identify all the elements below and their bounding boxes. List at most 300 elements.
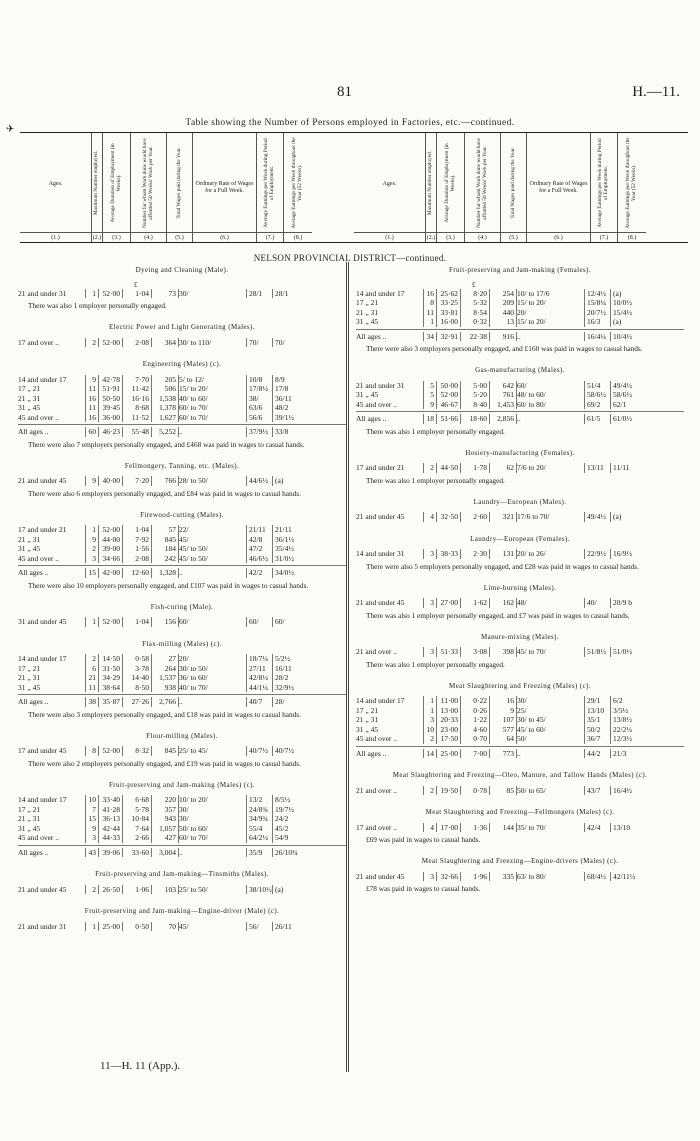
cell: 25·00 — [437, 749, 461, 759]
cell: 2 — [86, 654, 99, 664]
cell: 0·58 — [123, 654, 152, 664]
table-row — [18, 833, 346, 843]
table-row — [356, 715, 684, 725]
cell: 56/ — [247, 922, 273, 932]
cell: 21 and under 45 — [356, 512, 424, 522]
cell: 1·04 — [123, 617, 152, 627]
cell: 642 — [490, 381, 517, 391]
total-row — [356, 411, 684, 424]
section-title: Dyeing and Cleaning (Male). — [135, 266, 229, 274]
section-title: Firewood-cutting (Males). — [140, 510, 224, 519]
industry-section — [18, 360, 346, 449]
cell: 26·50 — [99, 885, 123, 895]
cell: 14·40 — [123, 673, 152, 683]
header-number: (3.) — [103, 232, 130, 241]
cell: 16/4½ — [613, 785, 632, 795]
cell: 264 — [152, 664, 179, 674]
cell: 28/ — [275, 697, 285, 706]
cell: 30/ — [517, 696, 585, 706]
section-title: Meat Slaughtering and Freezing—Fellmongers (Males) (c). — [425, 808, 615, 816]
industry-section — [18, 462, 346, 498]
cell: 10/ to 20/ — [179, 795, 247, 805]
cell: 1,453 — [490, 400, 517, 410]
cell: 321 — [490, 512, 517, 522]
cell: 1,057 — [152, 824, 179, 834]
header-number: (4.) — [131, 232, 166, 241]
cell: 14 and under 17 — [18, 654, 86, 664]
document-reference: H.—11. — [632, 84, 680, 100]
cell: 17 „ 21 — [18, 384, 86, 394]
cell: 943 — [152, 814, 179, 824]
cell: 52·00 — [99, 746, 123, 756]
section-title: Fruit-preserving and Jam-making (Females). — [449, 266, 591, 274]
cell: 9 — [424, 400, 437, 410]
cell: 8·20 — [461, 289, 490, 299]
cell: 6 — [86, 664, 99, 674]
cell: 17 and over .. — [18, 338, 86, 348]
header-col-3 — [437, 133, 465, 242]
cell: 1 — [424, 706, 437, 716]
cell: 25·00 — [99, 922, 123, 932]
page-number: 81 — [337, 84, 352, 100]
cell: 7·20 — [123, 476, 152, 486]
currency-unit: £ — [134, 280, 138, 289]
cell: 17/8½ — [247, 384, 273, 394]
cell: 52·00 — [437, 390, 461, 400]
cell: 32/9½ — [275, 682, 294, 692]
cell: 39·06 — [99, 848, 123, 858]
cell: (a) — [613, 512, 622, 521]
cell: 8·54 — [461, 308, 490, 318]
cell: 13/10 — [585, 706, 611, 716]
cell: 44/2 — [585, 749, 611, 759]
cell: 1,537 — [152, 673, 179, 683]
section-title: Fish-curing (Male). — [150, 602, 214, 611]
cell: 33·60 — [123, 848, 152, 858]
cell: 19/7½ — [275, 804, 294, 814]
cell: 27·00 — [437, 598, 461, 608]
cell: 16·16 — [123, 394, 152, 404]
cell: 31 „ 45 — [18, 683, 86, 693]
cell: 3/5½ — [613, 705, 629, 715]
cell: 58/6½ — [585, 390, 611, 400]
cell: 20/7½ — [585, 308, 611, 318]
header-number: (6.) — [527, 232, 590, 241]
cell: .. — [517, 414, 585, 424]
section-note: There was also 1 employer personally engaged, and £7 was paid in wages to casual hands. — [366, 610, 630, 620]
header-label: Average Duration of Employment (in Weeks). — [109, 143, 122, 223]
cell: 16 — [490, 696, 517, 706]
cell: 42·44 — [99, 824, 123, 834]
cell: 36/7 — [585, 734, 611, 744]
cell: 3·08 — [461, 647, 490, 657]
cell: 40/ — [585, 598, 611, 608]
cell: 0·78 — [461, 786, 490, 796]
cell: 36/11 — [275, 393, 292, 403]
header-left — [20, 133, 354, 242]
cell: 40·00 — [99, 476, 123, 486]
table-row — [18, 554, 346, 564]
cell: 62 — [490, 463, 517, 473]
cell: 28/1 — [247, 289, 273, 299]
cell: 17/6 to 70/ — [517, 512, 585, 522]
cell: 1 — [424, 317, 437, 327]
cell: 45/2 — [275, 823, 289, 833]
table-row — [18, 885, 346, 895]
cell: 50/ — [517, 734, 585, 744]
cell: 1·36 — [461, 823, 490, 833]
cell: 44·33 — [99, 833, 123, 843]
cell: 38/ — [247, 394, 273, 404]
cell: 60/ — [517, 381, 585, 391]
cell: 46/6½ — [247, 554, 273, 564]
header-number: (8.) — [618, 232, 646, 241]
cell: 17 „ 21 — [18, 664, 86, 674]
section-title: Gas-manufacturing (Males). — [475, 366, 565, 374]
industry-section — [356, 808, 684, 844]
cell: 55/4 — [247, 824, 273, 834]
cell: 21 and under 45 — [18, 476, 86, 486]
cell: 45 and over .. — [18, 554, 86, 564]
table-row — [18, 922, 346, 932]
header-label: Number for whom Work done would have afforded 50 Weeks' Work per Year. — [475, 138, 488, 229]
cell: 5·32 — [461, 298, 490, 308]
industry-section — [356, 498, 684, 522]
cell: 31 „ 45 — [18, 544, 86, 554]
table-row — [18, 544, 346, 554]
cell: 9 — [86, 535, 99, 545]
cell: 11/11 — [613, 463, 630, 472]
section-title: Hosiery-manufacturing (Females). — [465, 448, 575, 457]
cell: 15/ to 20/ — [179, 384, 247, 394]
cell: 20/ — [517, 308, 585, 318]
page-header — [0, 84, 700, 104]
cell: 23·00 — [437, 725, 461, 735]
cell: 30/ — [179, 814, 247, 824]
cell: 13 — [490, 317, 517, 327]
cell: 8·32 — [123, 746, 152, 756]
cell: 31 „ 45 — [18, 403, 86, 413]
cell: 773 — [490, 749, 517, 759]
cell: 26/11 — [275, 921, 292, 931]
cell: 21/11 — [247, 525, 273, 535]
section-note: There were also 2 employers personally engaged, and £19 was paid in wages to casual hands. — [28, 758, 301, 768]
cell: 27·26 — [123, 697, 152, 707]
cell: 45 and over .. — [18, 413, 86, 423]
cell: 4·60 — [461, 725, 490, 735]
table-row — [356, 823, 684, 833]
cell: 49/4½ — [585, 512, 611, 522]
header-label: Ages. — [48, 180, 63, 187]
section-note: There were also 3 employers personally engaged, and £160 was paid in wages to casual hands. — [366, 344, 643, 353]
margin-mark: ✈ — [6, 124, 15, 135]
cell: 45 and over .. — [356, 734, 424, 744]
cell: 32·50 — [437, 512, 461, 522]
cell: 16/4¼ — [585, 332, 611, 342]
cell: 2·30 — [461, 549, 490, 559]
cell: 209 — [490, 298, 517, 308]
cell: 62/1 — [613, 399, 627, 409]
header-col-4 — [465, 133, 501, 242]
header-label: Ordinary Rate of Wages for a Full Week. — [529, 180, 588, 194]
cell: 17 and under 21 — [18, 525, 86, 535]
cell: 68/4½ — [585, 872, 611, 882]
cell: 36/1½ — [275, 534, 294, 544]
header-number: (5.) — [167, 232, 192, 241]
cell: 1·56 — [123, 544, 152, 554]
cell: 38/10½ — [249, 884, 272, 894]
cell: All ages .. — [356, 414, 424, 424]
header-col-8 — [284, 133, 312, 242]
cell: 42·00 — [99, 568, 123, 578]
cell: 21 „ 31 — [356, 715, 424, 725]
cell: 22/9½ — [585, 549, 611, 559]
cell: 45/ to 60/ — [517, 725, 585, 735]
cell: 12/4½ — [585, 289, 611, 299]
cell: 61/0½ — [613, 414, 632, 423]
cell: 45/ — [179, 922, 247, 932]
header-label: Total Wages paid during the Year. — [509, 147, 516, 219]
header-col-6 — [527, 133, 591, 242]
cell: 15 — [86, 568, 99, 578]
cell: 845 — [152, 746, 179, 756]
cell: 761 — [490, 390, 517, 400]
cell: 34·66 — [99, 554, 123, 564]
header-label: Average Earnings per Week throughout the Year (52 Weeks). — [291, 137, 303, 229]
cell: 11·00 — [437, 696, 461, 706]
cell: 50/2 — [585, 725, 611, 735]
cell: 51/0½ — [613, 647, 632, 656]
cell: 14 and under 17 — [356, 696, 424, 706]
cell: 17·50 — [437, 734, 461, 744]
cell: 27/11 — [247, 664, 273, 674]
header-number: (7.) — [591, 232, 617, 241]
cell: 9 — [490, 706, 517, 716]
industry-section — [18, 907, 346, 931]
cell: 33·40 — [99, 795, 123, 805]
table-row — [18, 824, 346, 834]
cell: 60/ to 70/ — [179, 833, 247, 843]
cell: 16 — [86, 394, 99, 404]
table-row — [18, 375, 346, 385]
cell: 21 „ 31 — [18, 394, 86, 404]
cell: 16 — [424, 289, 437, 299]
header-label: Maximum Number employed. — [93, 150, 100, 216]
header-number: (3.) — [437, 232, 464, 241]
cell: 1 — [86, 617, 99, 627]
table-row — [18, 617, 346, 627]
cell: 44·50 — [437, 463, 461, 473]
cell: 364 — [152, 338, 179, 348]
section-title: Lime-burning (Males). — [483, 583, 557, 592]
header-col-5 — [167, 133, 193, 242]
table-row — [18, 795, 346, 805]
cell: 1 — [86, 525, 99, 535]
cell: 42·78 — [99, 375, 123, 385]
cell: 14 and under 17 — [356, 289, 424, 299]
cell: 13/2 — [247, 795, 273, 805]
cell: 14 and under 17 — [18, 795, 86, 805]
cell: 51·91 — [99, 384, 123, 394]
header-label: Average Earnings per Week during Period of Employment. — [597, 138, 609, 228]
cell: 42/8 — [247, 535, 273, 545]
cell: 1,627 — [152, 413, 179, 423]
cell: 52·00 — [99, 617, 123, 627]
table-row — [18, 525, 346, 535]
cell: 27 — [152, 654, 179, 664]
header-number: (5.) — [501, 232, 526, 241]
table-row — [18, 384, 346, 394]
cell: 7 — [86, 805, 99, 815]
cell: 17 „ 21 — [356, 706, 424, 716]
cell: 15/ to 20/ — [517, 317, 585, 327]
cell: (a) — [613, 317, 622, 326]
cell: 1,538 — [152, 394, 179, 404]
cell: 4 — [424, 823, 437, 833]
cell: 8·50 — [123, 683, 152, 693]
header-number: (6.) — [193, 232, 256, 241]
cell: 13/10 — [613, 822, 631, 832]
cell: 60/ — [179, 617, 247, 627]
cell: 43 — [86, 848, 99, 858]
cell: 5 — [424, 381, 437, 391]
cell: 35/9 — [247, 848, 273, 858]
cell: 11 — [86, 384, 99, 394]
cell: 1·62 — [461, 598, 490, 608]
cell: 60/ to 70/ — [179, 403, 247, 413]
header-col-4 — [131, 133, 167, 242]
cell: All ages .. — [18, 568, 86, 578]
table-row — [18, 664, 346, 674]
cell: 1·04 — [123, 289, 152, 299]
header-number: (4.) — [465, 232, 500, 241]
table-row — [18, 289, 346, 299]
industry-section — [18, 640, 346, 719]
district-heading: NELSON PROVINCIAL DISTRICT—continued. — [253, 253, 447, 263]
table-header — [20, 132, 688, 243]
cell: 85 — [490, 786, 517, 796]
header-col-7 — [257, 133, 284, 242]
cell: All ages .. — [18, 848, 86, 858]
cell: 70 — [152, 922, 179, 932]
table-row — [18, 403, 346, 413]
total-row — [18, 565, 346, 578]
cell: 16·00 — [437, 317, 461, 327]
cell: 17 „ 21 — [356, 298, 424, 308]
table-row — [356, 598, 684, 608]
cell: 5,252 — [152, 427, 179, 437]
cell: 34·29 — [99, 673, 123, 683]
cell: 21 and under 45 — [356, 872, 424, 882]
cell: 31/0½ — [275, 553, 294, 563]
cell: 0·70 — [461, 734, 490, 744]
cell: 10/8 — [247, 375, 273, 385]
cell: 21 „ 31 — [356, 308, 424, 318]
cell: 10 — [424, 725, 437, 735]
cell: 242 — [152, 554, 179, 564]
cell: 8/9 — [275, 374, 285, 384]
table-row — [18, 476, 346, 486]
industry-section — [18, 732, 346, 768]
header-label: Average Earnings per Week during Period of Employment. — [263, 138, 275, 228]
cell: 144 — [490, 823, 517, 833]
cell: 11 — [424, 308, 437, 318]
cell: 5/2½ — [275, 654, 291, 663]
cell: 38·64 — [99, 683, 123, 693]
cell: 64 — [490, 734, 517, 744]
table-row — [18, 654, 346, 664]
cell: 254 — [490, 289, 517, 299]
cell: 1·22 — [461, 715, 490, 725]
cell: 7/6 to 20/ — [517, 463, 585, 473]
cell: 9 — [86, 375, 99, 385]
cell: 17 and under 45 — [18, 746, 86, 756]
cell: 2 — [424, 734, 437, 744]
cell: 21 and under 31 — [18, 289, 86, 299]
industry-section — [356, 366, 684, 436]
cell: 12·60 — [123, 568, 152, 578]
header-number: (8.) — [284, 232, 312, 241]
cell: 43/7 — [585, 786, 611, 796]
table-row — [356, 549, 684, 559]
cell: 21 „ 31 — [18, 814, 86, 824]
cell: 50/ to 60/ — [179, 824, 247, 834]
cell: 14·50 — [99, 654, 123, 664]
cell: 16 — [86, 413, 99, 423]
cell: 47/2 — [247, 544, 273, 554]
cell: 7·00 — [461, 749, 490, 759]
cell: 38·33 — [437, 549, 461, 559]
cell: 46·23 — [99, 427, 123, 437]
cell: 7·70 — [123, 375, 152, 385]
cell: 17·00 — [437, 823, 461, 833]
industry-section — [18, 323, 346, 347]
cell: (a) — [275, 884, 284, 894]
table-row — [18, 683, 346, 693]
cell: 21 „ 31 — [18, 673, 86, 683]
cell: 5 — [424, 390, 437, 400]
cell: 10/4½ — [613, 331, 632, 341]
total-row — [18, 845, 346, 858]
cell: 42/2 — [247, 568, 273, 578]
cell: 34/0½ — [275, 568, 294, 577]
cell: 1·04 — [123, 525, 152, 535]
cell: 17 and under 21 — [356, 463, 424, 473]
cell: 3 — [424, 549, 437, 559]
cell: 50·50 — [99, 394, 123, 404]
cell: (a) — [275, 476, 284, 485]
cell: 51/4 — [585, 381, 611, 391]
cell: 21 and under 31 — [356, 381, 424, 391]
section-note: £78 was paid in wages to casual hands. — [366, 884, 481, 893]
cell: 1 — [86, 289, 99, 299]
cell: 11·42 — [123, 384, 152, 394]
cell: 32·91 — [437, 332, 461, 342]
cell: 49/4½ — [613, 380, 632, 390]
cell: 1 — [86, 922, 99, 932]
cell: 40/ to 70/ — [179, 683, 247, 693]
cell: 15/4½ — [613, 307, 632, 317]
cell: 24/8¾ — [247, 805, 273, 815]
cell: 8/5½ — [275, 795, 291, 804]
cell: 2 — [424, 786, 437, 796]
cell: 205 — [152, 375, 179, 385]
cell: 5·00 — [461, 381, 490, 391]
cell: 1·96 — [461, 872, 490, 882]
section-title: Flax-milling (Males) (c). — [142, 639, 222, 648]
cell: 30/ to 50/ — [179, 664, 247, 674]
left-column — [18, 266, 346, 944]
